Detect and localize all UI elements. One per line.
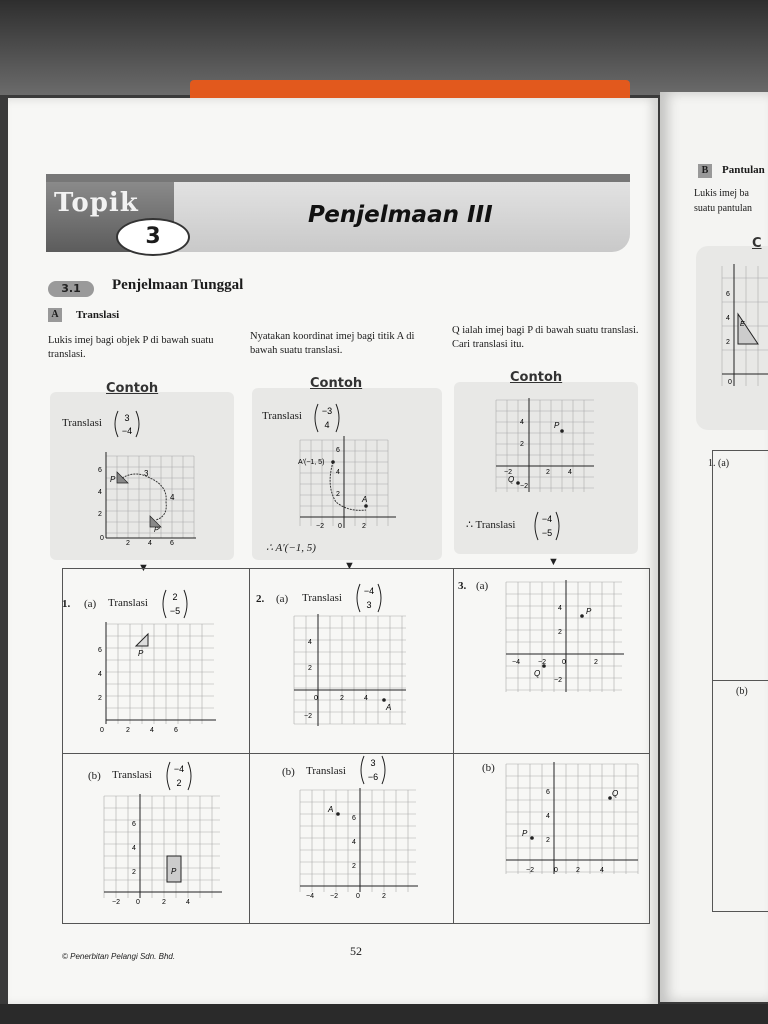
svg-text:2: 2	[308, 665, 312, 672]
question-2b-vector	[358, 754, 388, 789]
vector-top: 3	[124, 413, 130, 423]
right-subsection-title: Pantulan	[722, 164, 765, 176]
svg-text:−2: −2	[554, 677, 562, 684]
svg-text:2: 2	[546, 469, 550, 476]
svg-text:Q: Q	[508, 475, 515, 484]
svg-text:2: 2	[576, 867, 580, 874]
question-1-number: 1.	[62, 598, 71, 610]
svg-text:6: 6	[170, 540, 174, 546]
svg-text:−4: −4	[363, 586, 375, 596]
svg-text:3: 3	[366, 600, 372, 610]
svg-text:4: 4	[336, 469, 340, 476]
right-question-1b: (b)	[736, 686, 748, 697]
point-label: A′(−1, 5)	[298, 459, 325, 466]
column-vector	[112, 409, 142, 439]
svg-text:E: E	[740, 321, 745, 328]
question-2a-part: (a)	[276, 593, 289, 605]
svg-text:6: 6	[174, 727, 178, 734]
column-vector	[160, 588, 190, 620]
svg-text:0: 0	[356, 893, 360, 900]
question-2a-label: Translasi	[302, 592, 342, 604]
svg-text:Q: Q	[534, 669, 541, 678]
question-3a-part: (a)	[476, 580, 489, 592]
svg-text:0: 0	[314, 695, 318, 702]
svg-text:0: 0	[338, 523, 342, 530]
table-divider	[63, 753, 649, 754]
column-vector	[358, 754, 388, 786]
svg-text:0: 0	[554, 867, 558, 874]
example-3-title: Contoh	[510, 370, 563, 385]
svg-text:−2: −2	[504, 469, 512, 476]
svg-text:0: 0	[100, 727, 104, 734]
example-3-vector	[532, 510, 562, 545]
vector-bottom: −4	[121, 426, 133, 436]
svg-text:4: 4	[520, 419, 524, 426]
example-2-label: Translasi	[262, 410, 302, 422]
svg-text:A: A	[362, 495, 368, 504]
svg-text:2: 2	[126, 727, 130, 734]
svg-text:4: 4	[150, 727, 154, 734]
svg-text:4: 4	[364, 695, 368, 702]
svg-text:−5: −5	[169, 606, 181, 616]
arrow-down-icon: ▼	[344, 560, 355, 572]
question-2a-vector	[354, 582, 384, 617]
svg-text:P: P	[110, 475, 116, 484]
instruction-3: Q ialah imej bagi P di bawah suatu translasi. Cari translasi itu.	[452, 325, 639, 350]
question-3a-grid	[502, 580, 626, 696]
scan-bottom-background	[0, 1004, 768, 1024]
topik-label: Topik	[54, 188, 139, 218]
question-2b-label: Translasi	[306, 765, 346, 777]
example-3-grid	[494, 398, 596, 494]
svg-text:2: 2	[336, 491, 340, 498]
page-title: Penjelmaan III	[308, 202, 493, 228]
column-vector	[532, 510, 562, 542]
svg-text:−2: −2	[526, 867, 534, 874]
svg-text:0: 0	[136, 899, 140, 906]
svg-text:4: 4	[170, 493, 175, 502]
svg-text:−3: −3	[321, 406, 333, 416]
page-number: 52	[350, 944, 362, 958]
right-example-grid	[718, 264, 768, 390]
svg-text:4: 4	[352, 839, 356, 846]
right-example-title: C	[752, 236, 762, 251]
svg-text:A: A	[328, 805, 334, 814]
svg-text:2: 2	[176, 778, 182, 788]
svg-text:6: 6	[98, 647, 102, 654]
question-1b-part: (b)	[88, 770, 101, 782]
svg-text:4: 4	[132, 845, 136, 852]
svg-text:0: 0	[562, 659, 566, 666]
right-exercise-table	[712, 450, 768, 912]
svg-text:2: 2	[726, 339, 730, 346]
example-1-title: Contoh	[106, 381, 159, 396]
svg-text:4: 4	[546, 813, 550, 820]
svg-text:2: 2	[132, 869, 136, 876]
right-instruction-line-2: suatu pantulan	[694, 203, 753, 214]
publisher-footer: © Penerbitan Pelangi Sdn. Bhd.	[62, 952, 176, 961]
image-p	[150, 516, 161, 527]
svg-text:−2: −2	[520, 483, 528, 490]
svg-text:−4: −4	[512, 659, 520, 666]
subsection-letter: A	[48, 308, 62, 322]
question-1a-label: Translasi	[108, 597, 148, 609]
svg-text:−2: −2	[538, 659, 546, 666]
question-3b-part: (b)	[482, 762, 495, 774]
svg-text:2: 2	[352, 863, 356, 870]
instruction-2: Nyatakan koordinat imej bagi titik A di bawah suatu translasi.	[250, 331, 415, 356]
book-cover-edge	[190, 80, 630, 100]
example-3-answer: ∴ Translasi	[466, 519, 516, 531]
svg-text:6: 6	[98, 467, 102, 474]
example-2-title: Contoh	[310, 376, 363, 391]
svg-text:−4: −4	[173, 764, 185, 774]
topic-banner	[46, 170, 630, 256]
svg-text:6: 6	[132, 821, 136, 828]
svg-text:4: 4	[726, 315, 730, 322]
svg-text:4: 4	[148, 540, 152, 546]
question-2-number: 2.	[256, 593, 265, 605]
svg-text:6: 6	[546, 789, 550, 796]
question-1a-part: (a)	[84, 598, 97, 610]
topic-number: 3	[116, 218, 190, 256]
svg-text:Q: Q	[612, 789, 619, 798]
svg-text:P: P	[171, 867, 177, 876]
svg-text:0: 0	[100, 535, 104, 542]
question-1a-grid	[94, 620, 218, 738]
column-vector	[354, 582, 384, 614]
svg-text:4: 4	[98, 489, 102, 496]
svg-text:2: 2	[172, 592, 178, 602]
svg-text:6: 6	[726, 291, 730, 298]
question-3-number: 3.	[458, 580, 467, 592]
question-2a-grid	[290, 614, 410, 728]
question-3b-grid	[504, 762, 640, 878]
svg-text:3: 3	[144, 469, 149, 478]
svg-text:P: P	[138, 649, 144, 658]
example-1-vector	[112, 409, 142, 442]
svg-text:−2: −2	[316, 523, 324, 530]
svg-text:−2: −2	[112, 899, 120, 906]
subsection-title: Translasi	[76, 309, 120, 321]
right-subsection-letter: B	[698, 164, 712, 178]
svg-text:2: 2	[162, 899, 166, 906]
svg-text:−2: −2	[304, 713, 312, 720]
section-number: 3.1	[48, 281, 94, 297]
svg-text:A: A	[386, 703, 392, 712]
svg-text:−5: −5	[541, 528, 553, 538]
table-divider	[249, 569, 250, 923]
example-2-grid	[296, 436, 400, 536]
svg-text:P′: P′	[154, 527, 160, 534]
svg-text:P: P	[522, 829, 528, 838]
arrow-down-icon: ▼	[548, 556, 559, 568]
svg-text:4: 4	[568, 469, 572, 476]
section-title: Penjelmaan Tunggal	[112, 277, 244, 293]
svg-text:2: 2	[98, 511, 102, 518]
question-2b-grid	[296, 788, 420, 906]
svg-text:2: 2	[98, 695, 102, 702]
svg-text:2: 2	[126, 540, 130, 546]
svg-text:4: 4	[308, 639, 312, 646]
svg-text:−4: −4	[306, 893, 314, 900]
svg-text:2: 2	[594, 659, 598, 666]
table-divider	[453, 569, 454, 923]
column-vector	[312, 402, 342, 434]
svg-text:2: 2	[558, 629, 562, 636]
svg-text:2: 2	[520, 441, 524, 448]
question-1b-vector	[164, 760, 194, 795]
table-divider	[712, 680, 768, 681]
arrow-down-icon: ▼	[138, 562, 149, 574]
svg-text:4: 4	[600, 867, 604, 874]
example-2-answer: ∴ A′(−1, 5)	[266, 542, 316, 554]
svg-text:P: P	[554, 421, 560, 430]
question-1a-vector	[160, 588, 190, 623]
column-vector	[164, 760, 194, 792]
question-2b-part: (b)	[282, 766, 295, 778]
svg-text:P: P	[586, 607, 592, 616]
svg-text:3: 3	[370, 758, 376, 768]
instruction-1: Lukis imej bagi objek P di bawah suatu translasi.	[48, 335, 214, 360]
example-1-label: Translasi	[62, 417, 102, 429]
svg-text:2: 2	[340, 695, 344, 702]
svg-text:2: 2	[382, 893, 386, 900]
svg-text:4: 4	[324, 420, 330, 430]
svg-text:−2: −2	[330, 893, 338, 900]
svg-text:2: 2	[546, 837, 550, 844]
svg-text:0: 0	[728, 379, 732, 386]
example-2-vector	[312, 402, 342, 437]
example-1-grid	[96, 450, 198, 546]
svg-text:−6: −6	[367, 772, 379, 782]
question-1b-label: Translasi	[112, 769, 152, 781]
svg-text:2: 2	[362, 523, 366, 530]
svg-text:4: 4	[186, 899, 190, 906]
right-instruction-line-1: Lukis imej ba	[694, 188, 749, 199]
question-1b-grid	[100, 794, 224, 910]
svg-text:−4: −4	[541, 514, 553, 524]
banner-top-strip	[46, 174, 630, 182]
svg-text:4: 4	[558, 605, 562, 612]
svg-text:6: 6	[336, 447, 340, 454]
svg-text:4: 4	[98, 671, 102, 678]
right-question-1a: 1. (a)	[708, 458, 730, 469]
svg-text:6: 6	[352, 815, 356, 822]
